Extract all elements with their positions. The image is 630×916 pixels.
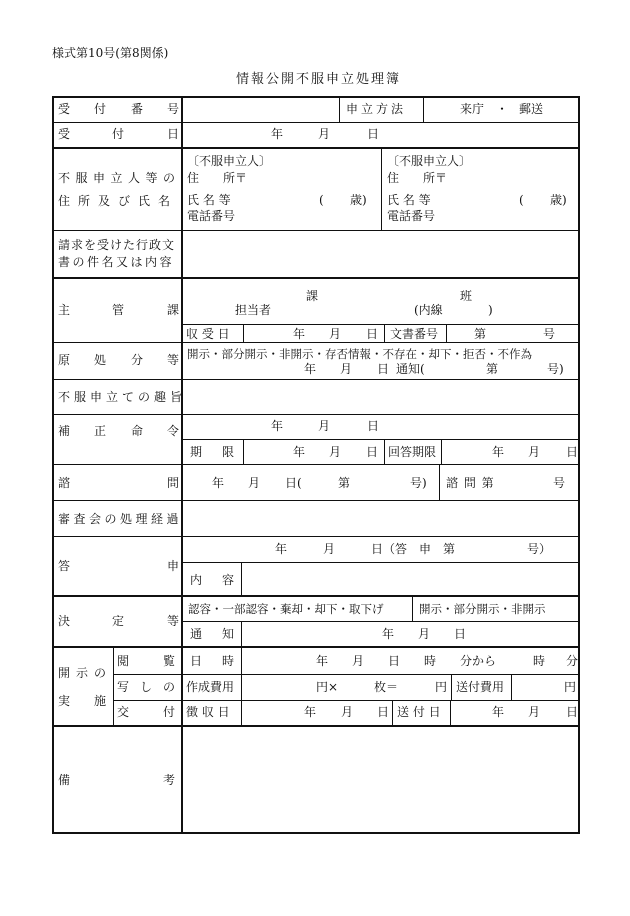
shushi-label: 不服申立ての趣旨 (58, 390, 187, 404)
moushitate-houhou-label: 申立方法 (346, 102, 407, 116)
shinsakai-label: 審査会の処理経過 (58, 512, 183, 526)
option-raichou: 来庁 (460, 102, 485, 116)
label-column-divider (181, 96, 183, 834)
page-title: 情報公開不服申立処理簿 (236, 72, 402, 87)
form-number: 様式第10号(第8関係) (52, 46, 169, 60)
gensho-options: 開示・部分開示・非開示・存否情報・不存在・却下・拒否・不作為 (187, 347, 532, 361)
option-yuusou: 郵送 (519, 102, 544, 116)
